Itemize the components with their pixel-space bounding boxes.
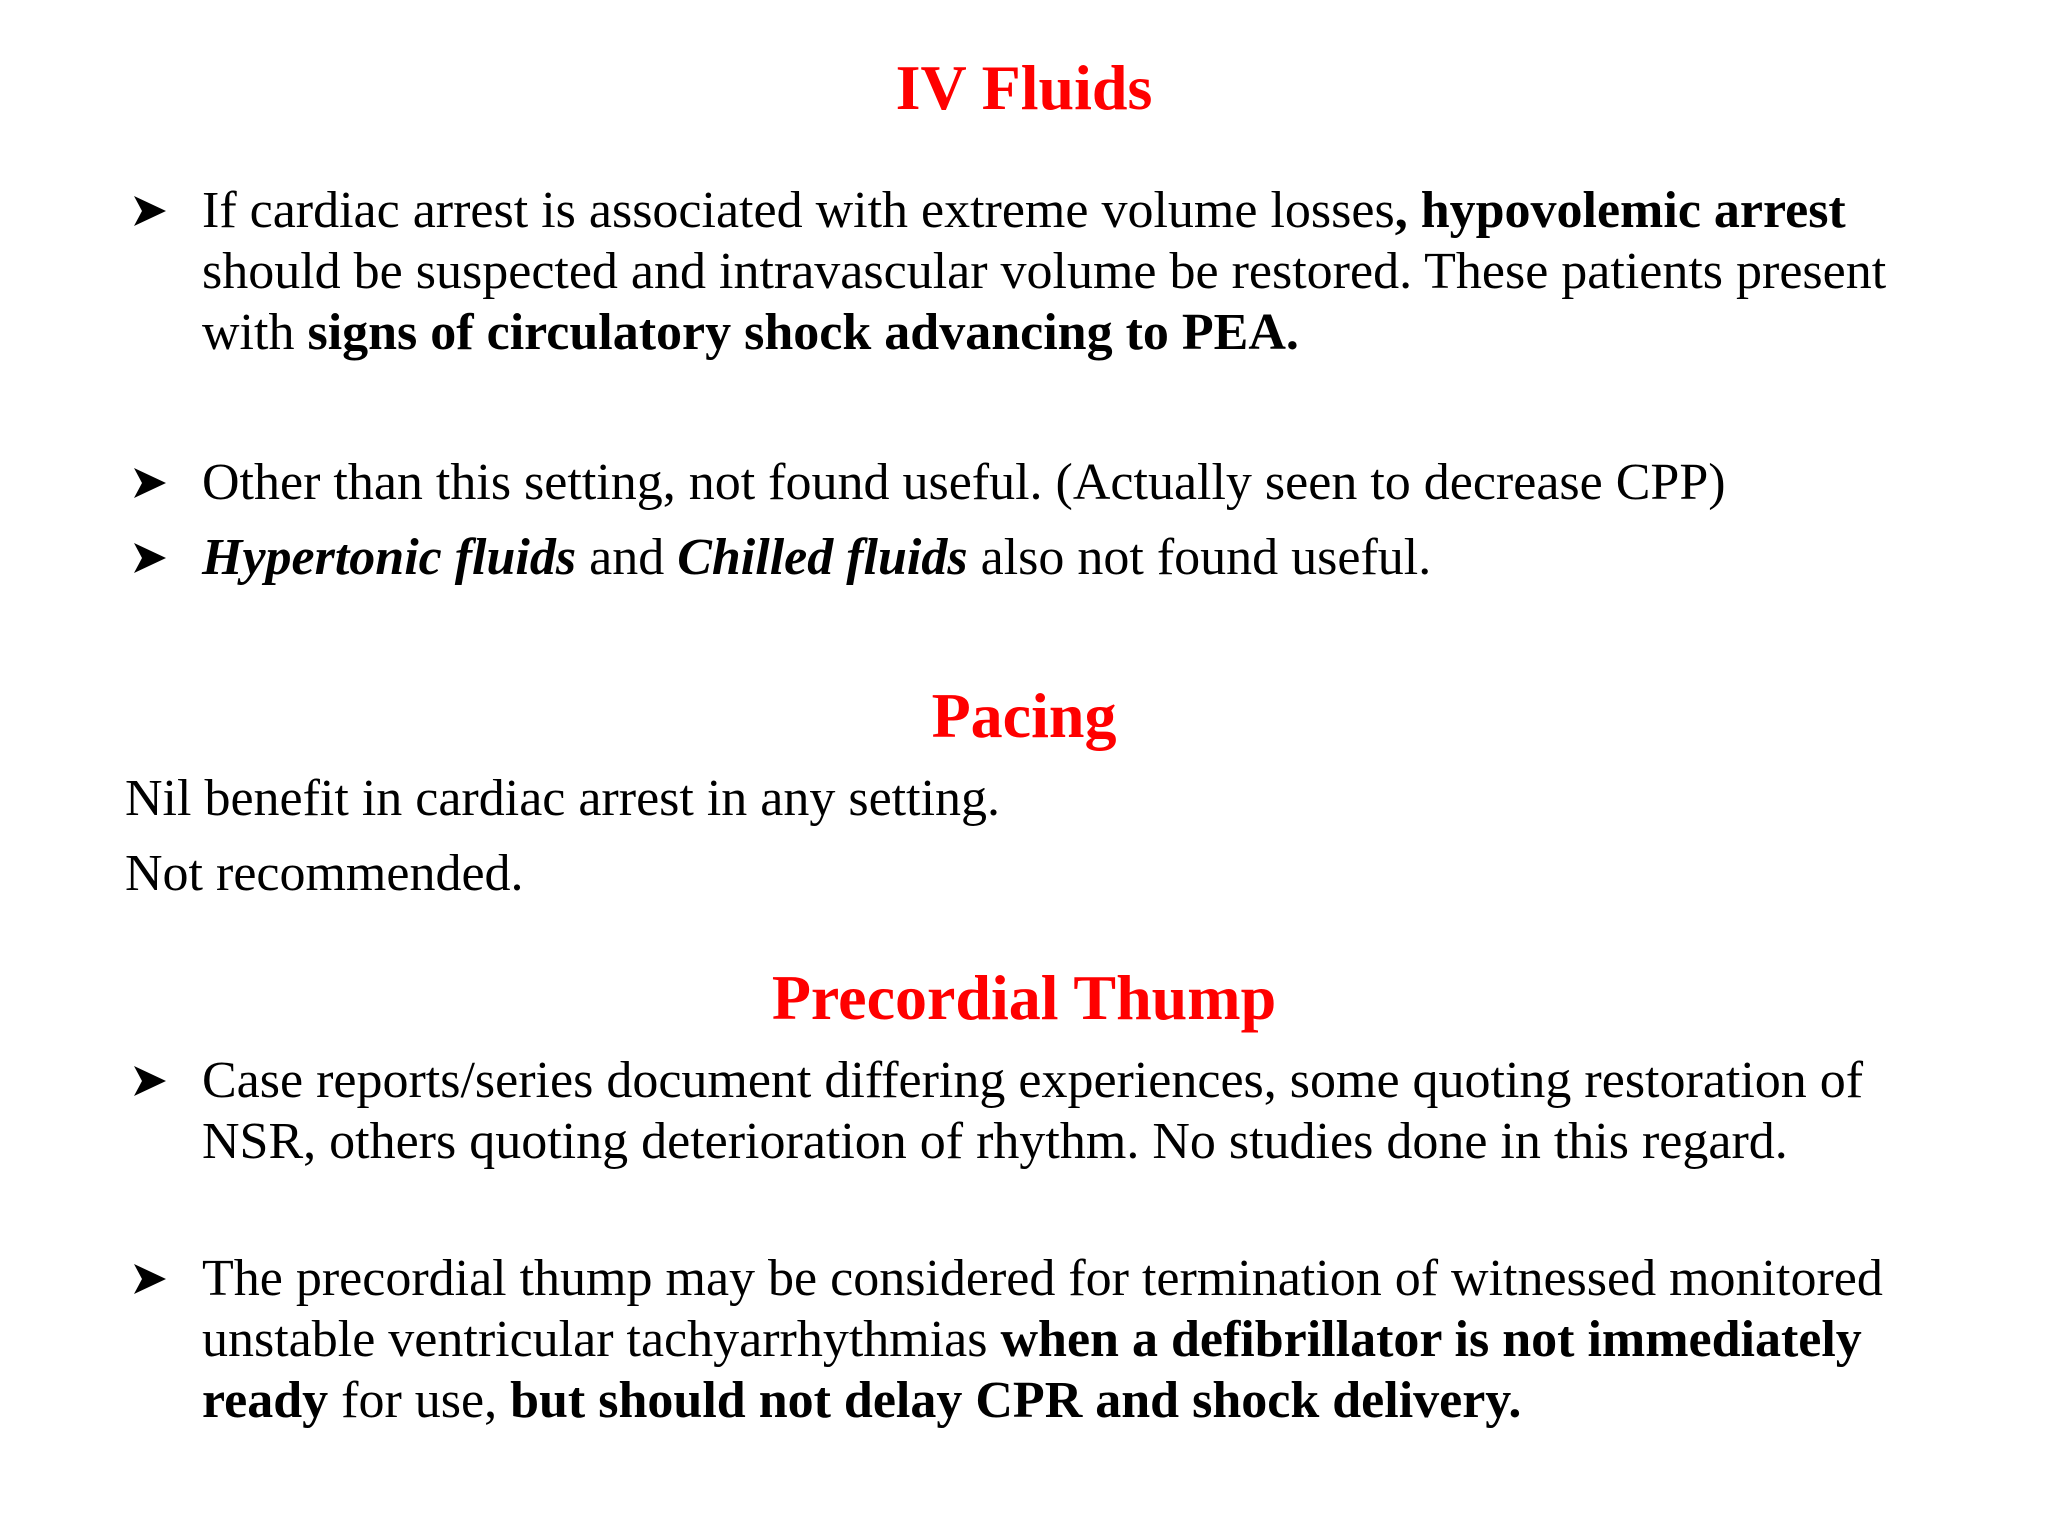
arrow-bullet-icon xyxy=(128,180,176,241)
bullet-text: If cardiac arrest is associated with extreme volume losses, hypovolemic arrest should be suspected and intravascular volume be restored. These patients present with signs of circulatory shock advancing to PEA. xyxy=(202,182,1887,361)
pacing-line-1: Nil benefit in cardiac arrest in any setting. xyxy=(125,770,1001,827)
arrow-bullet-icon xyxy=(128,1248,176,1309)
bullet-text: Hypertonic fluids and Chilled fluids also not found useful. xyxy=(202,529,1432,586)
list-item xyxy=(128,180,1968,363)
bullet-text: Case reports/series document differing experiences, some quoting restoration of NSR, others quoting deterioration of rhythm. No studies done in this regard. xyxy=(202,1052,1864,1170)
bullet-text: The precordial thump may be considered for termination of witnessed monitored unstable ventricular tachyarrhythmias when a defibrillator is not immediately ready for use, but should not delay CPR and shock delivery. xyxy=(202,1250,1883,1429)
arrow-bullet-icon xyxy=(128,527,176,588)
arrow-bullet-icon xyxy=(128,452,176,513)
list-item xyxy=(128,1248,1968,1431)
list-item xyxy=(128,1050,1968,1172)
list-item xyxy=(128,527,1968,588)
bullet-text: Other than this setting, not found useful. (Actually seen to decrease CPP) xyxy=(202,454,1726,511)
iv-fluids-heading: IV Fluids xyxy=(895,52,1153,123)
list-item xyxy=(128,452,1968,513)
precordial-thump-heading: Precordial Thump xyxy=(771,962,1277,1033)
pacing-heading: Pacing xyxy=(931,680,1117,751)
pacing-line-2: Not recommended. xyxy=(125,845,524,902)
arrow-bullet-icon xyxy=(128,1050,176,1111)
